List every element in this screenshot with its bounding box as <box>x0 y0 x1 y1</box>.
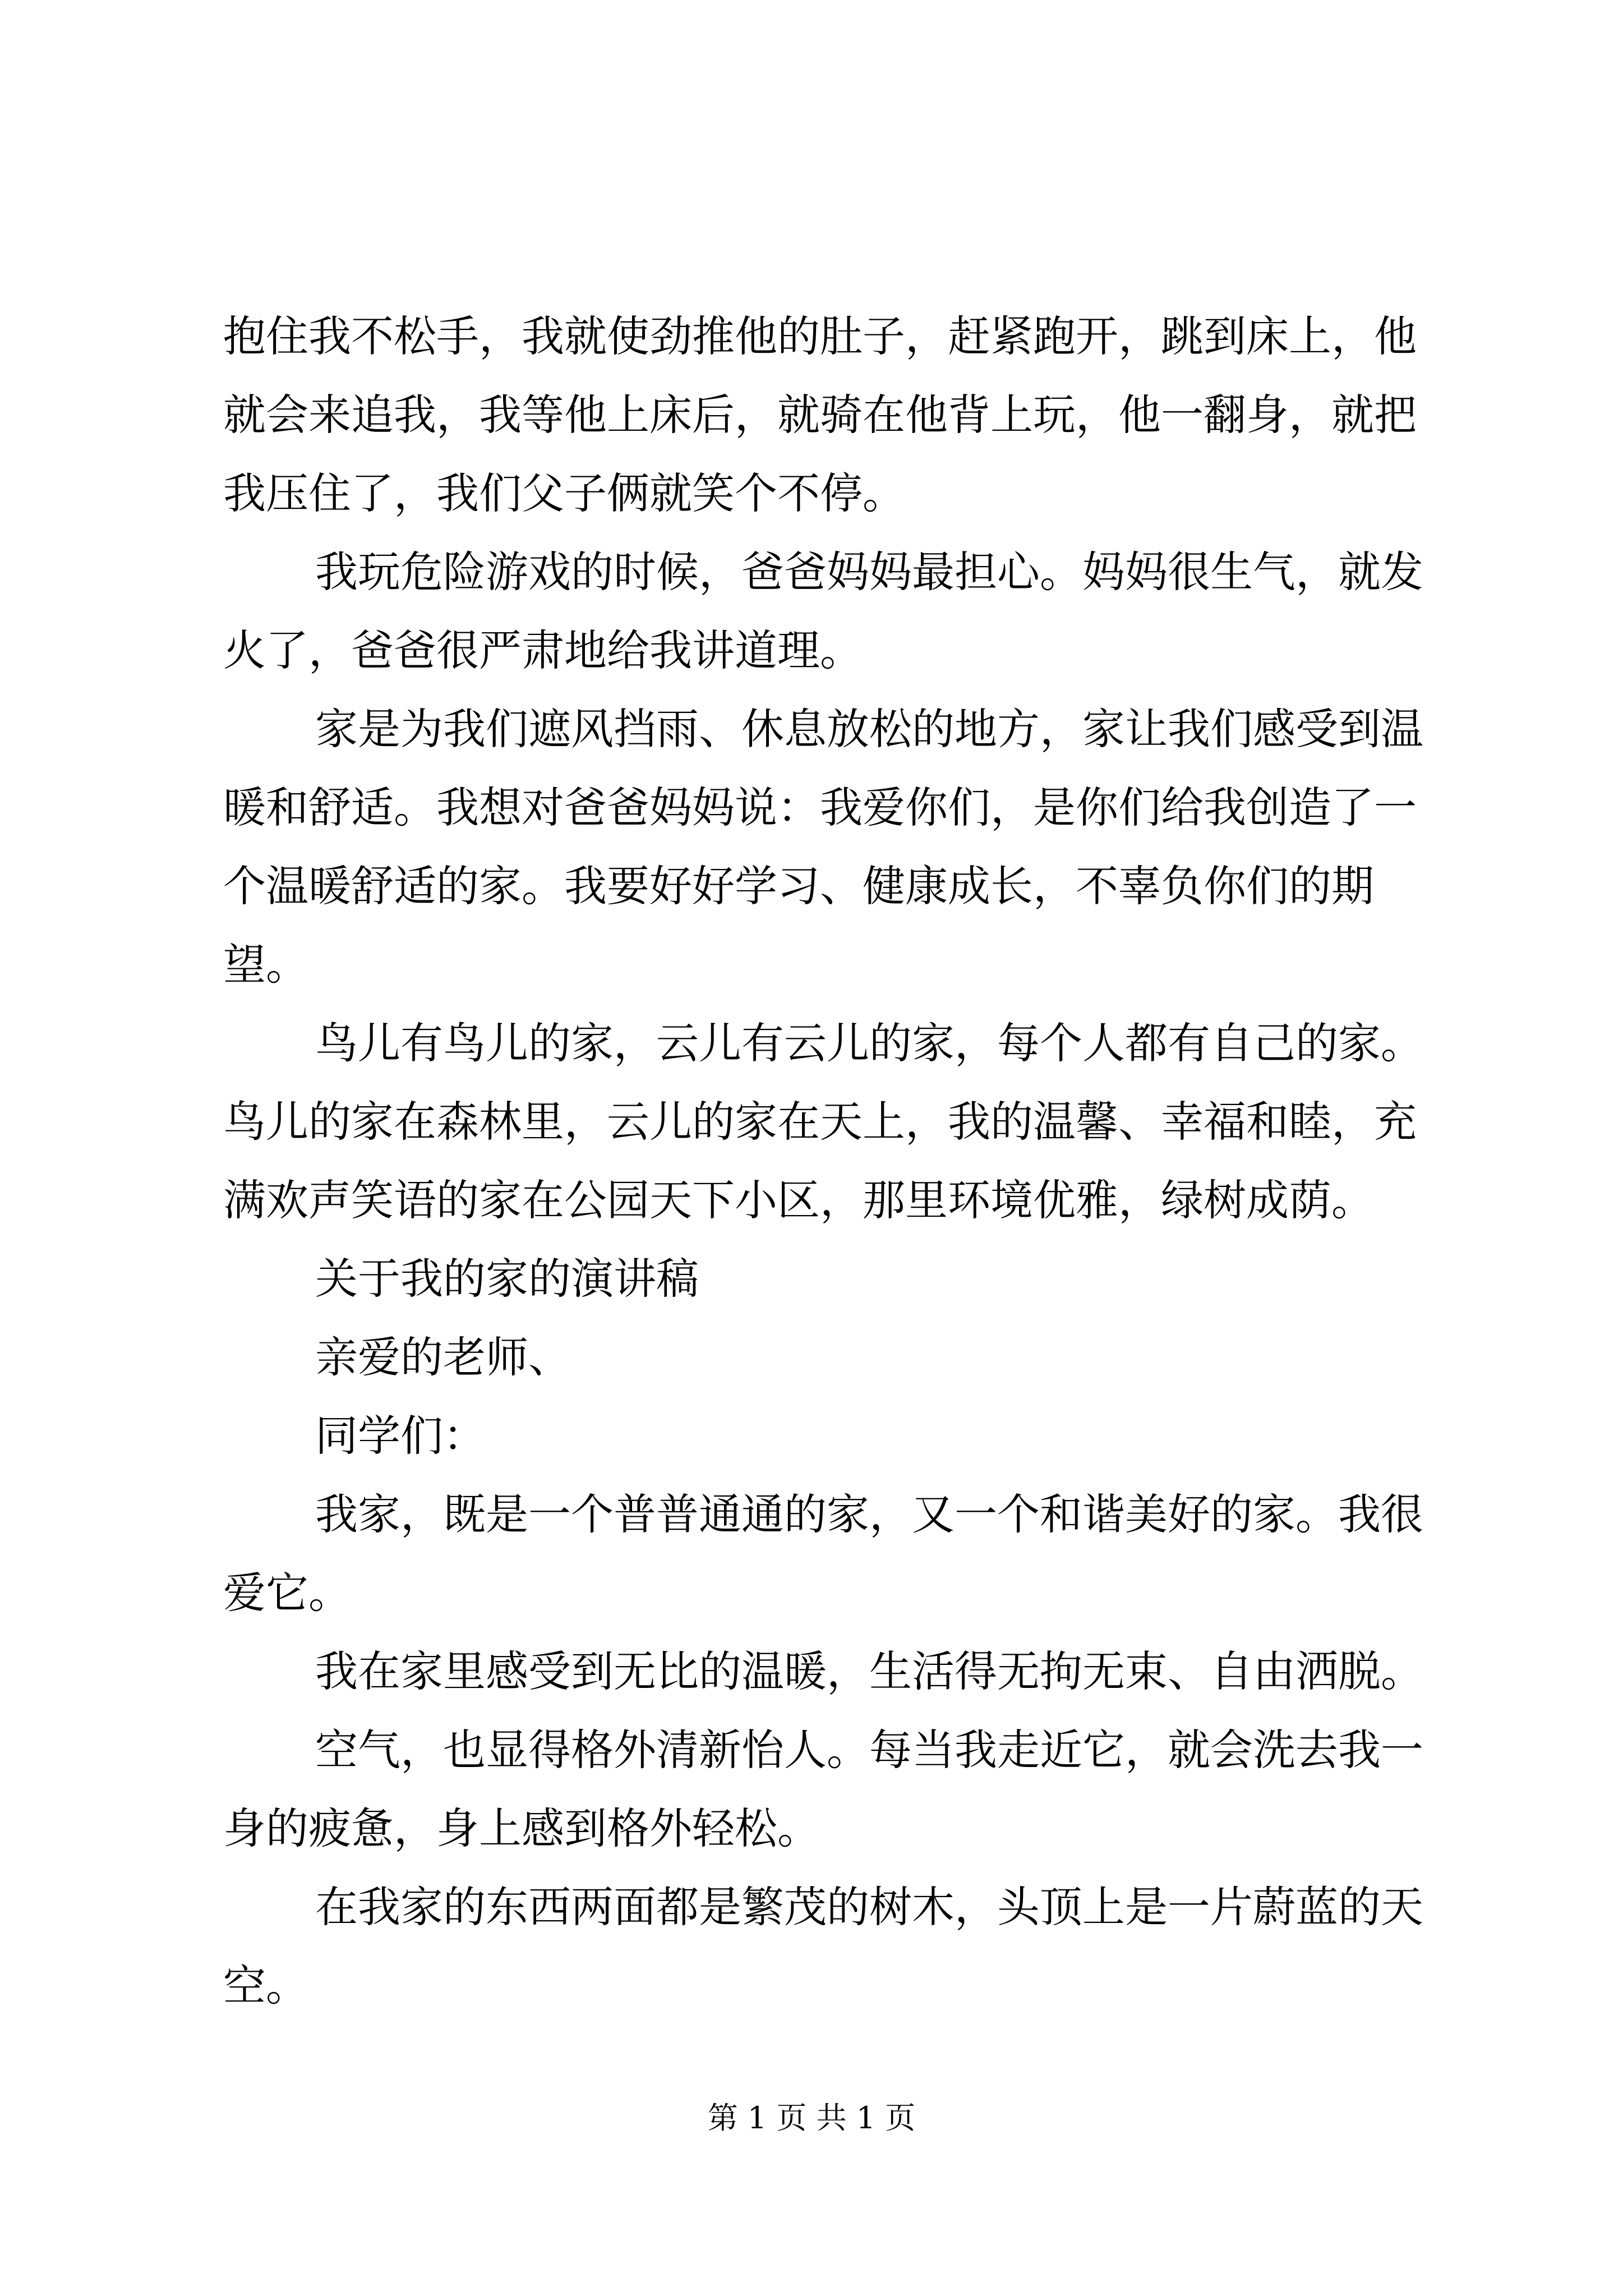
paragraph-3: 家是为我们遮风挡雨、休息放松的地方，家让我们感受到温暖和舒适。我想对爸爸妈妈说：我爱你们，是你们给我创造了一个温暖舒适的家。我要好好学习、健康成长，不辜负你们的期望。 <box>223 704 1423 990</box>
paragraph-9: 我在家里感受到无比的温暖，生活得无拘无束、自由洒脱。 <box>315 1646 1423 1696</box>
paragraph-1: 抱住我不松手，我就使劲推他的肚子，赶紧跑开，跳到床上，他就会来追我，我等他上床后，就骑在他背上玩，他一翻身，就把我压住了，我们父子俩就笑个不停。 <box>223 311 1417 518</box>
page-number-footer: 第 1 页 共 1 页 <box>707 2100 916 2136</box>
paragraph-8: 我家，既是一个普普通通的家，又一个和谐美好的家。我很爱它。 <box>223 1489 1423 1618</box>
paragraph-4: 鸟儿有鸟儿的家，云儿有云儿的家，每个人都有自己的家。鸟儿的家在森林里，云儿的家在天上，我的温馨、幸福和睦，充满欢声笑语的家在公园天下小区，那里环境优雅，绿树成荫。 <box>223 1018 1423 1225</box>
document-body <box>223 297 1435 2025</box>
salutation-classmates: 同学们： <box>315 1411 486 1461</box>
paragraph-2: 我玩危险游戏的时候，爸爸妈妈最担心。妈妈很生气，就发火了，爸爸很严肃地给我讲道理。 <box>223 547 1423 675</box>
paragraph-11: 在我家的东西两面都是繁茂的树木，头顶上是一片蔚蓝的天空。 <box>223 1882 1423 2010</box>
speech-title: 关于我的家的演讲稿 <box>315 1254 699 1304</box>
salutation-teachers: 亲爱的老师、 <box>315 1332 571 1382</box>
paragraph-10: 空气，也显得格外清新怡人。每当我走近它，就会洗去我一身的疲惫，身上感到格外轻松。 <box>223 1725 1423 1853</box>
